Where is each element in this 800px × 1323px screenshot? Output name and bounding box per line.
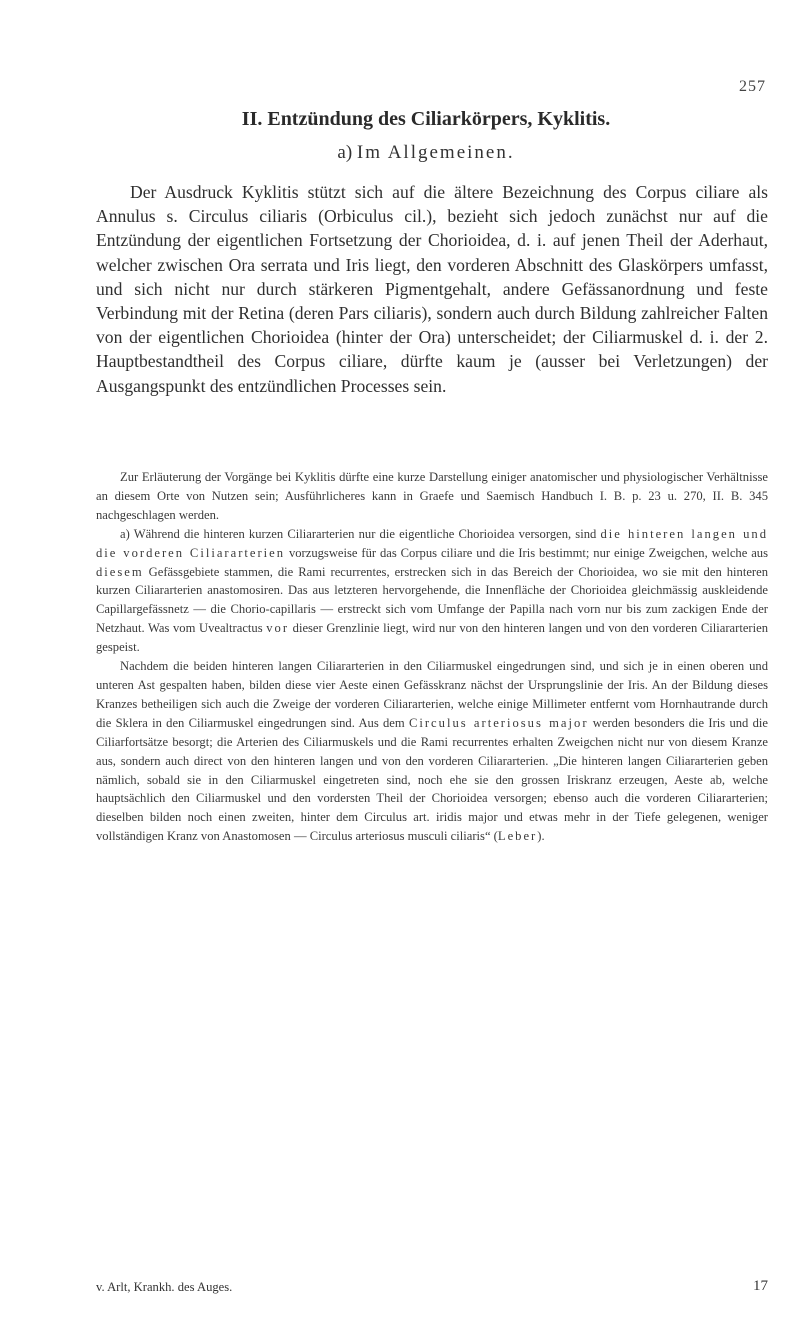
paragraph-a: a) Während die hinteren kurzen Ciliararterien nur die eigentliche Chorioidea versorgen, sind die hinteren langen und die vorderen Ciliararterien vorzugsweise für das Corpus ciliare und die Iris bestimmt; nur einige Zweigchen, welche aus diesem Gefässgebiete stammen, die Rami recurrentes, erstrecken sich in das Bereich der Chorioidea, wo sie mit den hinteren kurzen Ciliararterien anastomosiren. Das aus letzteren hervorgehende, die Innenfläche der Chorioidea gleichmässig auskleidende Capillargefässnetz — die Chorio-capillaris — erstreckt sich vom Umfange der Papilla nach vorn nur bis zum zackigen Ende der Netzhaut. Was vom Uvealtractus vor dieser Grenzlinie liegt, wird nur von den hinteren langen und von den vorderen Ciliararterien gespeist. (96, 526, 768, 655)
sheet-number: 17 (753, 1278, 768, 1294)
section-title: Im Allgemeinen. (356, 142, 515, 163)
page-number: 257 (739, 78, 766, 95)
paragraph-b: Nachdem die beiden hinteren langen Ciliararterien in den Ciliarmuskel eingedrungen sind, und sich je in einen oberen und unteren Ast gespalten haben, bilden diese vier Aeste einen Gefässkranz nächst der Ursprungslinie der Iris. An der Bildung dieses Kranzes betheiligen sich auch die Zweige der vorderen Ciliararterien, welche einige Millimeter entfernt vom Hornhautrande durch die Sklera in den Ciliarmuskel eingedrungen sind. Aus dem Circulus arteriosus major werden besonders die Iris und die Ciliarfortsätze besorgt; die Arterien des Ciliarmuskels und die Rami recurrentes erhalten Zweigchen nicht nur von diesem Kranze aus, sondern auch direct von den hinteren langen und von den vorderen Ciliararterien. „Die hinteren langen Ciliararterien geben nämlich, sobald sie in den Ciliarmuskel eingetreten sind, noch ehe sie den grossen Iriskranz erzeugen, Aeste ab, welche hauptsächlich den Ciliarmuskel und den vordersten Theil der Chorioidea versorgen; ebenso auch die vorderen Ciliararterien; dieselben bilden noch einen zweiten, hinter dem Circulus art. iridis major und etwas mehr in der Tiefe gelegenen, weniger vollständigen Kranz von Anastomosen — Circulus arteriosus musculi ciliaris“ (Leber). (96, 659, 768, 844)
section-heading (96, 142, 756, 164)
footer-signature: v. Arlt, Krankh. des Auges. (96, 1280, 233, 1294)
section-prefix: a) (337, 142, 353, 163)
note-intro-paragraph: Zur Erläuterung der Vorgänge bei Kyklitis dürfte eine kurze Darstellung einiger anatomischer und physiologischer Verhältnisse an diesem Orte von Nutzen sein; Ausführlicheres kann in Graefe und Saemisch Handbuch I. B. p. 23 u. 270, II. B. 345 nachgeschlagen werden. (96, 470, 768, 522)
fine-print-block (96, 468, 768, 846)
chapter-title: II. Entzündung des Ciliarkörpers, Kyklitis. (241, 108, 611, 130)
lead-paragraph: Der Ausdruck Kyklitis stützt sich auf die ältere Bezeichnung des Corpus ciliare als Annulus s. Circulus ciliaris (Orbiculus cil.), bezieht sich jedoch zunächst nur auf die Entzündung der eigentlichen Fortsetzung der Chorioidea, d. i. auf jenen Theil der Aderhaut, welcher zwischen Ora serrata und Iris liegt, den vorderen Abschnitt des Glaskörpers umfasst, und sich nicht nur durch stärkeren Pigmentgehalt, andere Gefässanordnung und feste Verbindung mit der Retina (deren Pars ciliaris), sondern auch durch Bildung zahlreicher Falten von der eigentlichen Chorioidea (hinter der Ora) unterscheidet; der Ciliarmuskel d. i. der 2. Hauptbestandtheil des Corpus ciliare, dürfte kaum je (ausser bei Verletzungen) der Ausgangspunkt des entzündlichen Processes sein. (96, 182, 768, 396)
